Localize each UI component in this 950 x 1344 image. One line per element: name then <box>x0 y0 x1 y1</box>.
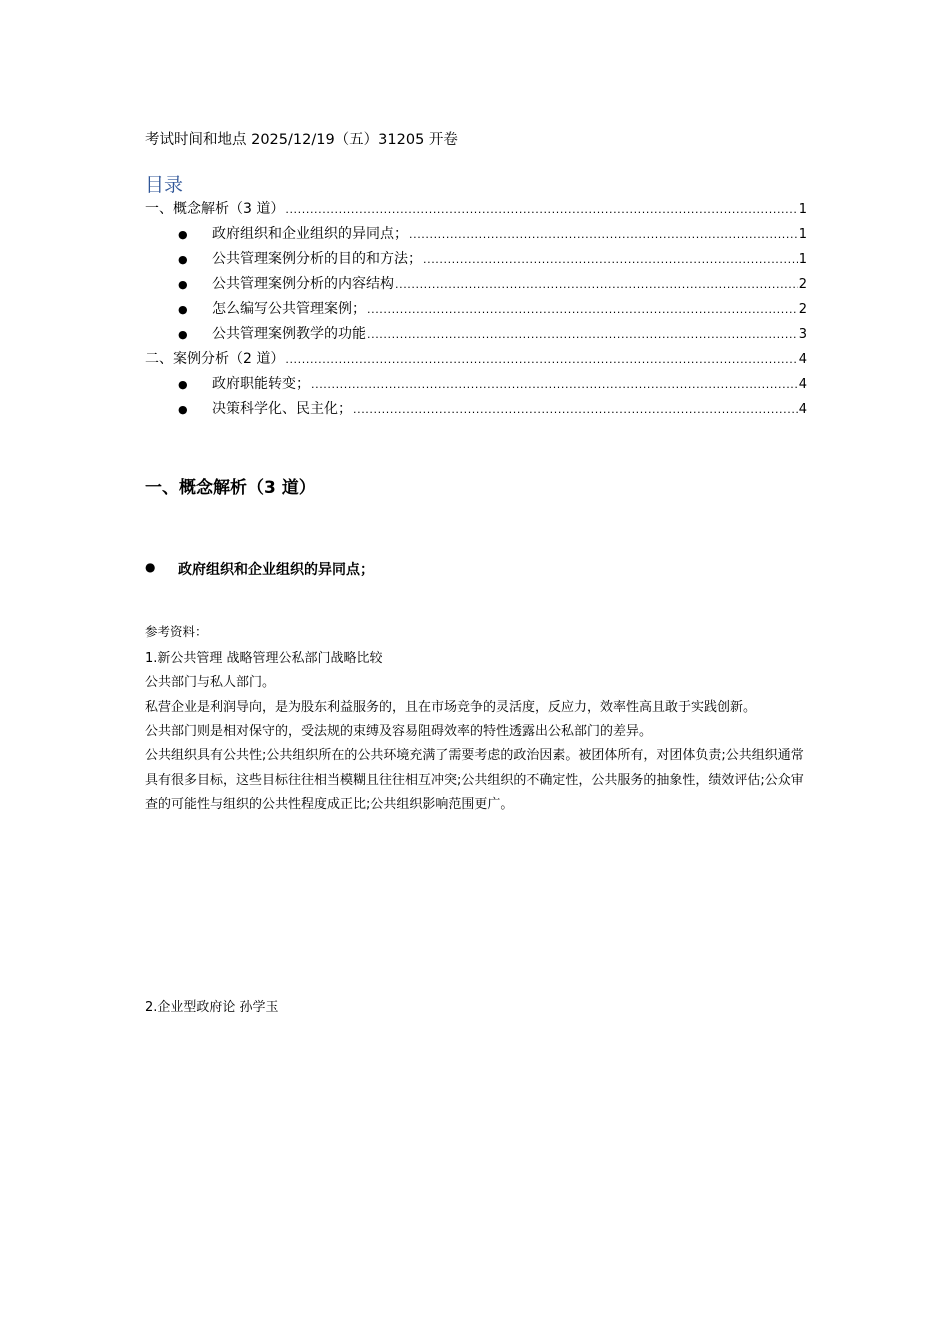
bullet-icon: ● <box>178 378 188 391</box>
toc-entry-text: 公共管理案例分析的内容结构 <box>212 276 394 292</box>
bullet-icon: ● <box>178 228 188 241</box>
bullet-icon: ● <box>145 560 156 574</box>
source-title-1: 1.新公共管理 战略管理公私部门战略比较 <box>145 651 383 666</box>
toc-entry-text: 政府组织和企业组织的异同点； <box>212 226 408 242</box>
toc-leader-dots <box>367 328 798 341</box>
toc-entry-function-transformation[interactable] <box>178 373 807 393</box>
toc-leader-dots <box>285 353 797 366</box>
toc-page-number: 1 <box>798 202 807 217</box>
source-title-2: 2.企业型政府论 孙学玉 <box>145 1000 279 1015</box>
toc-entry-text: 公共管理案例分析的目的和方法； <box>212 251 422 267</box>
toc-entry-scientific-democratic-decisions[interactable] <box>178 398 807 418</box>
toc-title: 目录 <box>145 174 184 196</box>
toc-leader-dots <box>409 228 798 241</box>
toc-entry-purpose-methods[interactable] <box>178 248 807 268</box>
toc-entry-writing-cases[interactable] <box>178 298 807 318</box>
toc-entry-text: 公共管理案例教学的功能 <box>212 326 366 342</box>
reference-label: 参考资料： <box>145 624 208 639</box>
bullet-icon: ● <box>178 403 188 416</box>
toc-entry-gov-vs-enterprise[interactable] <box>178 223 807 243</box>
bullet-icon: ● <box>178 303 188 316</box>
toc-entry-text: 政府职能转变； <box>212 376 310 392</box>
toc-page-number: 1 <box>798 227 807 242</box>
toc-entry-text: 决策科学化、民主化； <box>212 401 352 417</box>
bullet-icon: ● <box>178 328 188 341</box>
toc-page-number: 2 <box>798 277 807 292</box>
toc-entry-concepts[interactable] <box>145 198 807 218</box>
section-heading: 一、概念解析（3 道） <box>145 478 316 498</box>
toc-entry-case-analysis[interactable] <box>145 348 807 368</box>
paragraph: 公共组织具有公共性;公共组织所在的公共环境充满了需要考虑的政治因素。被团体所有，对团体负责;公共组织通常具有很多目标，这些目标往往相当模糊且往往相互冲突;公共组织的不确定性，公共服务的抽象性，绩效评估;公众审查的可能性与组织的公共性程度成正比;公共组织影响范围更广。 <box>145 748 804 812</box>
toc-entry-content-structure[interactable] <box>178 273 807 293</box>
toc-leader-dots <box>423 253 798 266</box>
toc-page-number: 4 <box>798 352 807 367</box>
paragraph: 私营企业是利润导向，是为股东利益服务的，且在市场竞争的灵活度，反应力，效率性高且敢于实践创新。 <box>145 700 757 715</box>
toc-page-number: 4 <box>798 377 807 392</box>
subsection-heading: 政府组织和企业组织的异同点； <box>178 562 374 578</box>
toc-page-number: 1 <box>798 252 807 267</box>
toc-entry-text: 二、案例分析（2 道） <box>145 351 285 367</box>
toc-entry-teaching-function[interactable] <box>178 323 807 343</box>
toc-entry-text: 怎么编写公共管理案例； <box>212 301 366 317</box>
paragraph: 公共部门与私人部门。 <box>145 675 276 690</box>
exam-info: 考试时间和地点 2025/12/19（五）31205 开卷 <box>145 132 458 148</box>
toc-leader-dots <box>353 403 798 416</box>
toc-leader-dots <box>285 203 797 216</box>
toc-leader-dots <box>311 378 798 391</box>
toc-page-number: 2 <box>798 302 807 317</box>
bullet-icon: ● <box>178 253 188 266</box>
toc-leader-dots <box>367 303 798 316</box>
paragraph: 公共部门则是相对保守的，受法规的束缚及容易阻碍效率的特性透露出公私部门的差异。 <box>145 724 653 739</box>
bullet-icon: ● <box>178 278 188 291</box>
toc-leader-dots <box>395 278 798 291</box>
toc-entry-text: 一、概念解析（3 道） <box>145 201 285 217</box>
toc-page-number: 3 <box>798 327 807 342</box>
toc-page-number: 4 <box>798 402 807 417</box>
